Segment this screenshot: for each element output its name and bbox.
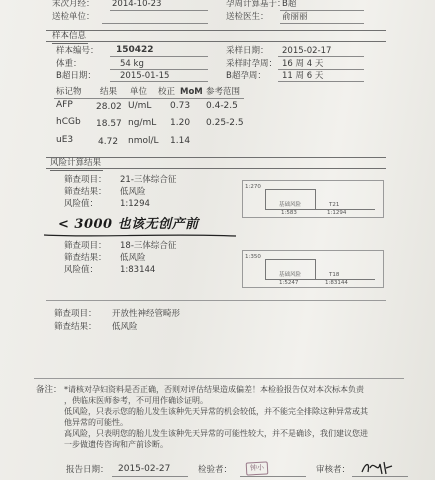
us-date-label: B超日期： [56,71,96,81]
handwritten-note: < 3000 也该无创产前 [58,217,199,232]
marker-row-result: 28.02 [96,102,122,112]
t18-risk-chart [242,250,384,288]
t18-box-right-value: 1:83144 [325,280,348,286]
last-menstrual-value: 2014-10-23 [112,0,162,9]
gestation-basis-label: 孕周计算基于： [226,0,286,9]
marker-row-result: 4.72 [98,137,119,147]
tester-label: 检验者： [198,465,233,475]
collect-date-value: 2015-02-17 [282,46,332,56]
us-ga-value: 11 周 6 天 [282,71,324,81]
t18-box-right-caption: T18 [329,272,340,278]
submit-doctor-value: 俞丽丽 [282,12,308,22]
last-menstrual-label: 末次月经： [52,0,95,9]
notes-line: 高风险，只表明您的胎儿发生该种先天异常的可能性较大，并不是确诊，我们建议您进 [64,429,368,438]
tester-stamp: 钟小 [246,461,269,475]
collect-ga-value: 16 周 4 天 [282,59,324,69]
report-date-label: 报告日期： [66,465,109,475]
t18-result-value: 低风险 [120,253,146,263]
t21-box-right-caption: T21 [329,202,340,208]
t18-value: 1:83144 [120,265,156,275]
t21-box-left-value: 1:583 [281,210,297,216]
weight-value: 54 kg [120,59,144,69]
t21-box-right-value: 1:1294 [327,210,347,216]
ntd-result-label: 筛查结果： [54,322,97,332]
notes-line: ，供临床医师参考，不可用作确诊证明。 [64,396,208,405]
marker-row-unit: nmol/L [128,136,159,146]
t18-box-left-caption: 基础风险 [279,272,302,278]
us-ga-label: B超孕周： [226,71,266,81]
marker-row-name: AFP [56,100,73,110]
risk-title: 风险计算结果 [50,158,102,168]
t21-result-value: 低风险 [120,187,146,197]
collect-ga-label: 采样时孕周： [226,59,278,69]
submit-unit-label: 送检单位： [52,12,95,22]
t21-box-left-caption: 基础风险 [279,202,302,208]
submit-doctor-label: 送检医生： [226,12,269,22]
t18-box-left-value: 1:5247 [279,280,299,286]
sample-no-label: 样本编号： [56,46,99,56]
marker-header-unit: 单位 [130,87,148,97]
marker-header-name: 标记物 [56,87,82,97]
notes-line: 低风险，只表示您的胎儿发生该种先天异常的机会较低，并不能完全排除这种异常或其 [64,407,368,416]
gestation-basis-value: B超 [282,0,297,9]
marker-header-adjust: 校正 [158,87,176,97]
reviewer-signature-icon [358,458,398,478]
t21-result-label: 筛查结果： [64,187,107,197]
marker-row-mom: 1.14 [170,136,191,146]
t18-result-label: 筛查结果： [64,253,107,263]
t21-value: 1:1294 [120,199,150,209]
us-date-value: 2015-01-15 [120,71,170,81]
t21-box-top: 1:270 [245,184,261,190]
sample-no-value: 150422 [116,45,154,55]
ntd-item-label: 筛查项目： [54,309,97,319]
marker-header-range: 参考范围 [206,87,241,97]
t21-item-label: 筛查项目： [64,175,107,185]
marker-row-name: hCGb [56,117,81,127]
t21-value-label: 风险值： [64,199,99,209]
marker-row-range: 0.4-2.5 [206,101,238,111]
t18-box-top: 1:350 [245,254,261,260]
marker-row-range: 0.25-2.5 [206,118,244,128]
t18-item-value: 18-三体综合征 [120,241,177,251]
marker-row-mom: 1.20 [170,118,191,128]
ntd-result-value: 低风险 [112,322,138,332]
handwriting-underline-icon [40,232,240,238]
notes-line: *请核对孕妇资料是否正确，否则对评估结果造成偏差！本检验报告仅对本次标本负责 [64,385,364,394]
collect-date-label: 采样日期： [226,46,269,56]
t21-risk-chart [242,180,384,218]
notes-line: 他异常的可能性。 [64,418,128,427]
marker-row-name: uE3 [56,135,74,145]
ntd-item-value: 开放性神经管畸形 [112,309,181,319]
t18-value-label: 风险值： [64,265,99,275]
sample-info-title: 样本信息 [52,31,87,41]
notes-label: 备注： [36,385,62,395]
marker-header-result: 结果 [100,87,118,97]
t21-item-value: 21-三体综合征 [120,175,177,185]
marker-row-result: 18.57 [96,119,122,129]
report-date-value: 2015-02-27 [118,464,171,474]
marker-header-mom: MoM [180,87,203,97]
marker-row-unit: ng/mL [128,118,157,128]
notes-line: 一步做遗传咨询和产前诊断。 [64,440,168,449]
marker-row-mom: 0.73 [170,101,191,111]
marker-row-unit: U/mL [128,101,152,111]
reviewer-label: 审核者： [316,465,351,475]
t18-item-label: 筛查项目： [64,241,107,251]
weight-label: 体重： [56,59,82,69]
